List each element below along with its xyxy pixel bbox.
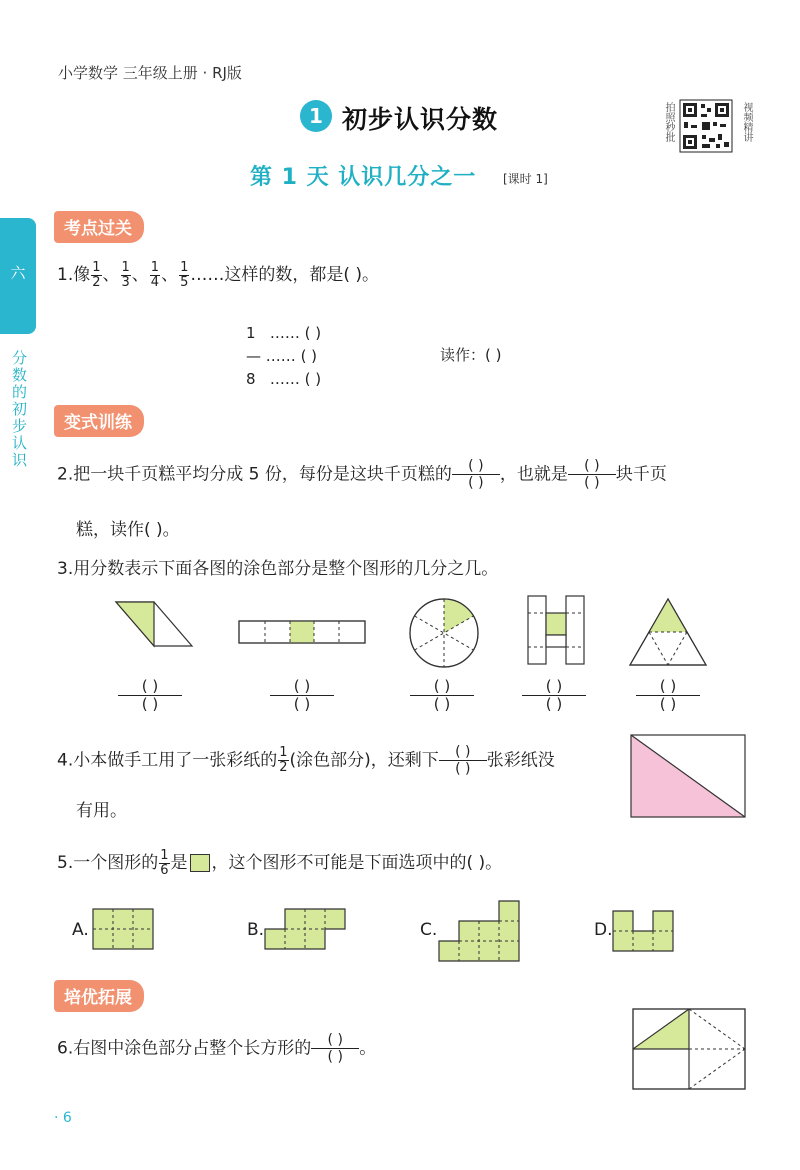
q1-top-numeral: 1 [246,324,256,342]
q3-answer-1[interactable]: ( ) ( ) [118,678,182,713]
q1-fraction-bar: — [246,347,261,365]
q1-prefix: 1.像 [57,265,91,285]
chapter-tab-number: 六 [10,264,26,282]
qr-code-icon[interactable] [680,100,732,152]
q5-option-a-label[interactable]: A. [72,920,89,940]
q5-option-b-label[interactable]: B. [247,920,265,940]
q2-answer-fraction-2[interactable]: ( ) ( ) [568,458,616,491]
q5-option-c-figure[interactable] [438,900,522,964]
page-number: · 6 [54,1110,72,1126]
lesson-tag: [课时 1] [503,172,548,186]
q3-triangle-figure [628,597,710,669]
q6-rectangle-figure [632,1008,748,1092]
qr-right-caption: 视频精讲 [741,102,752,142]
section-label-peiyou: 培优拓展 [54,980,144,1012]
q3-answer-5[interactable]: ( ) ( ) [636,678,700,713]
qr-left-caption: 拍照秒批 [663,102,674,142]
day-title: 第 1 天 认识几分之一 [250,165,477,190]
q5-option-a-figure[interactable] [92,908,156,952]
q5-small-square-icon [190,854,210,872]
chapter-side-title: 分数的初步认识 [10,350,28,469]
q4-colored-paper-figure [630,734,748,820]
q1-frac-half: $\frac{1}{2}$ [92,259,101,290]
q5-option-b-figure[interactable] [264,908,348,952]
q2-answer-fraction-1[interactable]: ( ) ( ) [452,458,500,491]
section-label-bianshi: 变式训练 [54,405,144,437]
q6-answer-fraction[interactable]: ( ) ( ) [311,1032,359,1065]
q3-answer-3[interactable]: ( ) ( ) [410,678,474,713]
q1-blank-numerator[interactable]: ( ) [304,324,322,342]
q5-option-d-label[interactable]: D. [594,920,613,940]
unit-number-badge: 1 [300,100,332,132]
book-header: 小学数学 三年级上册 · RJ版 [58,64,242,82]
q1-blank-bar[interactable]: ( ) [300,347,318,365]
q4-line-2: 有用。 [76,801,127,821]
q3-h-shape-figure [527,595,589,667]
q2-line-2[interactable]: 糕，读作( )。 [76,520,180,540]
q5-option-d-figure[interactable] [612,910,676,954]
q1-frac-quarter: $\frac{1}{4}$ [150,259,160,290]
chapter-side-tab [0,218,36,334]
q3-strip-figure [238,620,368,646]
q3-circle-figure [408,597,480,669]
q4-frac-half: $\frac{1}{2}$ [279,745,288,775]
q5-frac-sixth: $\frac{1}{6}$ [160,847,169,878]
q1-fraction-parts: 1 …… ( ) — …… ( ) 8 …… ( ) [246,324,322,388]
q3-answer-4[interactable]: ( ) ( ) [522,678,586,713]
q1-blank-denominator[interactable]: ( ) [304,370,322,388]
qr-code-block[interactable] [660,100,752,156]
question-3: 3.用分数表示下面各图的涂色部分是整个图形的几分之几。 [57,559,499,579]
q3-parallelogram-figure [112,600,196,648]
question-4: 4.小本做手工用了一张彩纸的 $\frac{1}{2}$ (涂色部分)，还剩下 ( ) ( ) 张彩纸没 [57,744,555,777]
q1-frac-fifth: $\frac{1}{5}$ [180,259,189,290]
q1-frac-third: $\frac{1}{3}$ [121,259,130,290]
question-2: 2.把一块千页糕平均分成 5 份，每份是这块千页糕的 ( ) ( ) ，也就是 ( ) ( ) 块千页 [57,458,667,491]
question-6: 6.右图中涂色部分占整个长方形的 ( ) ( ) 。 [57,1032,377,1065]
q4-answer-fraction[interactable]: ( ) ( ) [439,744,487,777]
q5-option-c-label[interactable]: C. [420,920,438,940]
section-label-kaodian: 考点过关 [54,211,144,243]
unit-title: 初步认识分数 [342,105,499,134]
question-5: 5.一个图形的 $\frac{1}{6}$ 是 ，这个图形不可能是下面选项中的( )。 [57,847,503,878]
q1-read-as-field[interactable]: 读作：( ) [440,346,502,364]
question-1: 1.像 $\frac{1}{2}$ 、 $\frac{1}{3}$ 、 $\frac{1}{4}$ 、 $\frac{1}{5}$ ……这样的数，都是( )。 [57,259,380,290]
q3-answer-2[interactable]: ( ) ( ) [270,678,334,713]
q1-suffix: ……这样的数，都是( )。 [190,265,380,285]
q1-bottom-numeral: 8 [246,370,256,388]
